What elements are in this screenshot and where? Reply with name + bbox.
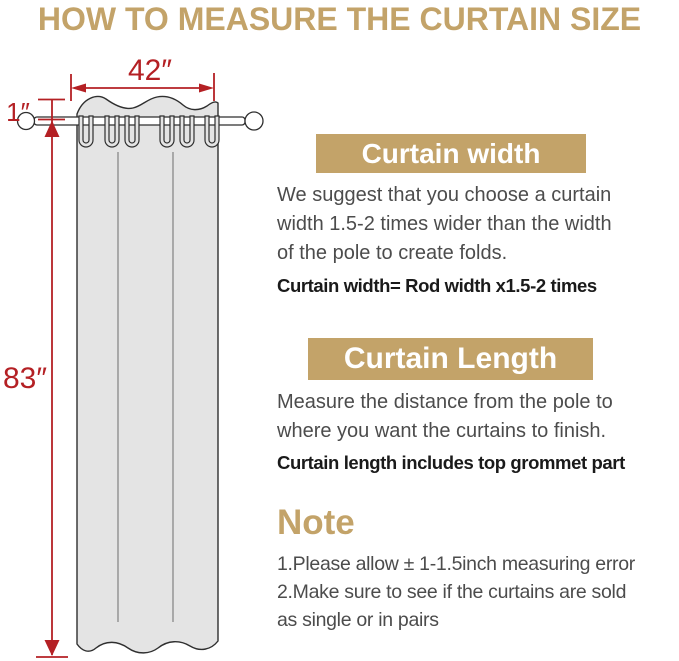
- curtain-width-heading-label: Curtain width: [361, 137, 541, 169]
- note-line: 1.Please allow ± 1-1.5inch measuring error: [277, 553, 635, 575]
- curtain-length-formula: Curtain length includes top grommet part: [277, 452, 625, 473]
- curtain-length-heading: [308, 338, 593, 380]
- description-line: where you want the curtains to finish.: [277, 420, 607, 442]
- note-heading: Note: [277, 503, 355, 542]
- curtain-length-description: [277, 388, 613, 446]
- note-line: 2.Make sure to see if the curtains are sold: [277, 581, 627, 603]
- page-title: HOW TO MEASURE THE CURTAIN SIZE: [37, 1, 642, 37]
- note-line: as single or in pairs: [277, 609, 439, 631]
- curtain-length-label: 83″: [3, 362, 47, 395]
- description-line: We suggest that you choose a curtain: [277, 184, 612, 206]
- grommet-top-label: 1″: [6, 97, 30, 127]
- rod-width-label: 42″: [128, 54, 172, 87]
- curtain-length-heading-label: Curtain Length: [343, 342, 558, 375]
- description-line: of the pole to create folds.: [277, 242, 508, 264]
- curtain-body: [77, 96, 218, 652]
- description-line: width 1.5-2 times wider than the width: [277, 213, 612, 235]
- curtain-diagram: [0, 0, 270, 661]
- rod-finial-right: [245, 112, 263, 130]
- curtain-width-formula: Curtain width= Rod width x1.5-2 times: [277, 275, 597, 296]
- description-line: Measure the distance from the pole to: [277, 391, 613, 413]
- curtain-width-heading: [316, 134, 586, 173]
- curtain-width-description: [277, 181, 612, 268]
- note-list: [277, 550, 635, 634]
